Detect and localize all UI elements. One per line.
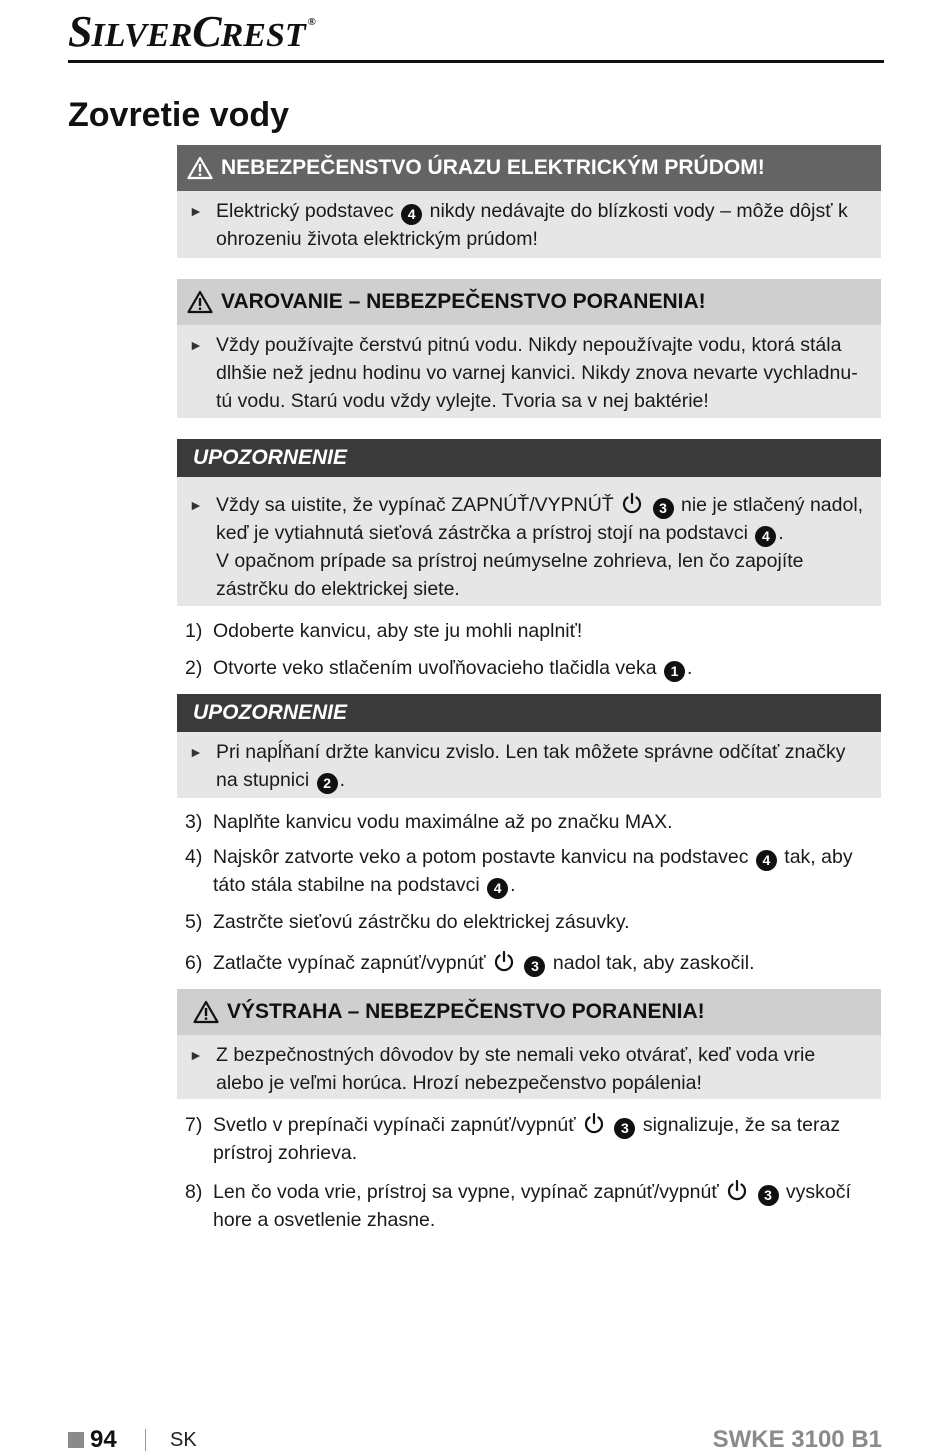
part-number-badge: 4 — [487, 878, 508, 899]
step-5: 5) Zastrčte sieťovú zástrčku do elektrickej zásuvky. — [185, 911, 630, 933]
arrow-bullet-icon: ► — [189, 1047, 203, 1063]
part-number-badge: 3 — [524, 956, 545, 977]
caution-burn-header: VÝSTRAHA – NEBEZPEČENSTVO PORANENIA! — [177, 989, 881, 1035]
part-number-badge: 3 — [653, 498, 674, 519]
power-icon — [493, 950, 515, 972]
power-icon — [726, 1179, 748, 1201]
arrow-bullet-icon: ► — [189, 497, 203, 513]
step-7: 7) Svetlo v prepínači vypínači zapnúť/vypnúť 3 signalizuje, že sa teraz prístroj zohrieva. — [185, 1114, 841, 1164]
footer-separator — [145, 1429, 146, 1451]
footer-square-icon — [68, 1432, 84, 1448]
step-2: 2) Otvorte veko stlačením uvoľňovacieho tlačidla veka 1 . — [185, 654, 875, 682]
part-number-badge: 1 — [664, 661, 685, 682]
caution-burn-text: ► Z bezpečnostných dôvodov by ste nemali veko otvárať, keď voda vrie alebo je veľmi horúca. Hrozí nebezpečenstvo popálenia! — [177, 1035, 881, 1105]
warning-injury-box — [177, 279, 881, 418]
part-number-badge: 4 — [401, 204, 422, 225]
part-number-badge: 4 — [755, 526, 776, 547]
header-rule — [68, 60, 884, 63]
page-title: Zovretie vody — [68, 96, 290, 134]
notice-header: UPOZORNENIE — [177, 694, 881, 732]
warning-triangle-icon — [187, 290, 213, 314]
step-6: 6) Zatlačte vypínač zapnúť/vypnúť 3 nadol tak, aby zaskočil. — [185, 949, 875, 977]
part-number-badge: 4 — [756, 850, 777, 871]
step-3: 3) Naplňte kanvicu vodu maximálne až po značku MAX. — [185, 811, 673, 833]
arrow-bullet-icon: ► — [189, 744, 203, 760]
arrow-bullet-icon: ► — [189, 203, 203, 219]
notice-box-filling — [177, 694, 881, 798]
silvercrest-logo: SILVERCREST ® — [68, 7, 316, 56]
step-4: 4) Najskôr zatvorte veko a potom postavte kanvicu na podstavec 4 tak, aby táto stála stabilne na podstavci 4 . — [185, 843, 875, 899]
warning-injury-header: VAROVANIE – NEBEZPEČENSTVO PORANENIA! — [177, 279, 881, 325]
warning-injury-text: ► Vždy používajte čerstvú pitnú vodu. Nikdy nepoužívajte vodu, ktorá stála dlhšie než jednu hodinu vo varnej kanvici. Nikdy znova nevarte vychladnu-tú vodu. Starú vodu vždy vylejte. Tvoria sa v nej baktérie! — [177, 325, 881, 423]
notice-filling-text: ► Pri napĺňaní držte kanvicu zvislo. Len tak môžete správne odčítať značky na stupnici 2 . — [177, 732, 881, 802]
notice-box-switch — [177, 439, 881, 606]
arrow-bullet-icon: ► — [189, 337, 203, 353]
danger-electric-header: NEBEZPEČENSTVO ÚRAZU ELEKTRICKÝM PRÚDOM! — [177, 145, 881, 191]
part-number-badge: 3 — [614, 1118, 635, 1139]
step-1: 1) Odoberte kanvicu, aby ste ju mohli naplniť! — [185, 620, 583, 642]
page-number: 94 — [90, 1426, 117, 1453]
power-icon — [583, 1112, 605, 1134]
notice-switch-text: ► Vždy sa uistite, že vypínač ZAPNÚŤ/VYPNÚŤ 3 nie je stlačený nadol, keď je vytiahnutá sieťová zástrčka a prístroj stojí na podstavci 4 . V opačnom prípade sa prístroj neúmyselne zohrieva, len čo zapojíte zástrčku do elektrickej siete. — [177, 477, 881, 611]
notice-header: UPOZORNENIE — [177, 439, 881, 477]
power-icon — [621, 492, 643, 514]
warning-triangle-icon — [193, 1000, 219, 1024]
caution-burn-box — [177, 989, 881, 1099]
warning-triangle-icon — [187, 156, 213, 180]
language-code: SK — [170, 1429, 197, 1451]
danger-electric-text: ► Elektrický podstavec 4 nikdy nedávajte do blízkosti vody – môže dôjsť k ohrozeniu života elektrickým prúdom! — [177, 191, 881, 261]
model-number: SWKE 3100 B1 — [712, 1426, 882, 1453]
part-number-badge: 3 — [758, 1185, 779, 1206]
part-number-badge: 2 — [317, 773, 338, 794]
step-8: 8) Len čo voda vrie, prístroj sa vypne, vypínač zapnúť/vypnúť 3 vyskočí hore a osvetlenie zhasne. — [185, 1181, 851, 1231]
danger-electric-box — [177, 145, 881, 258]
